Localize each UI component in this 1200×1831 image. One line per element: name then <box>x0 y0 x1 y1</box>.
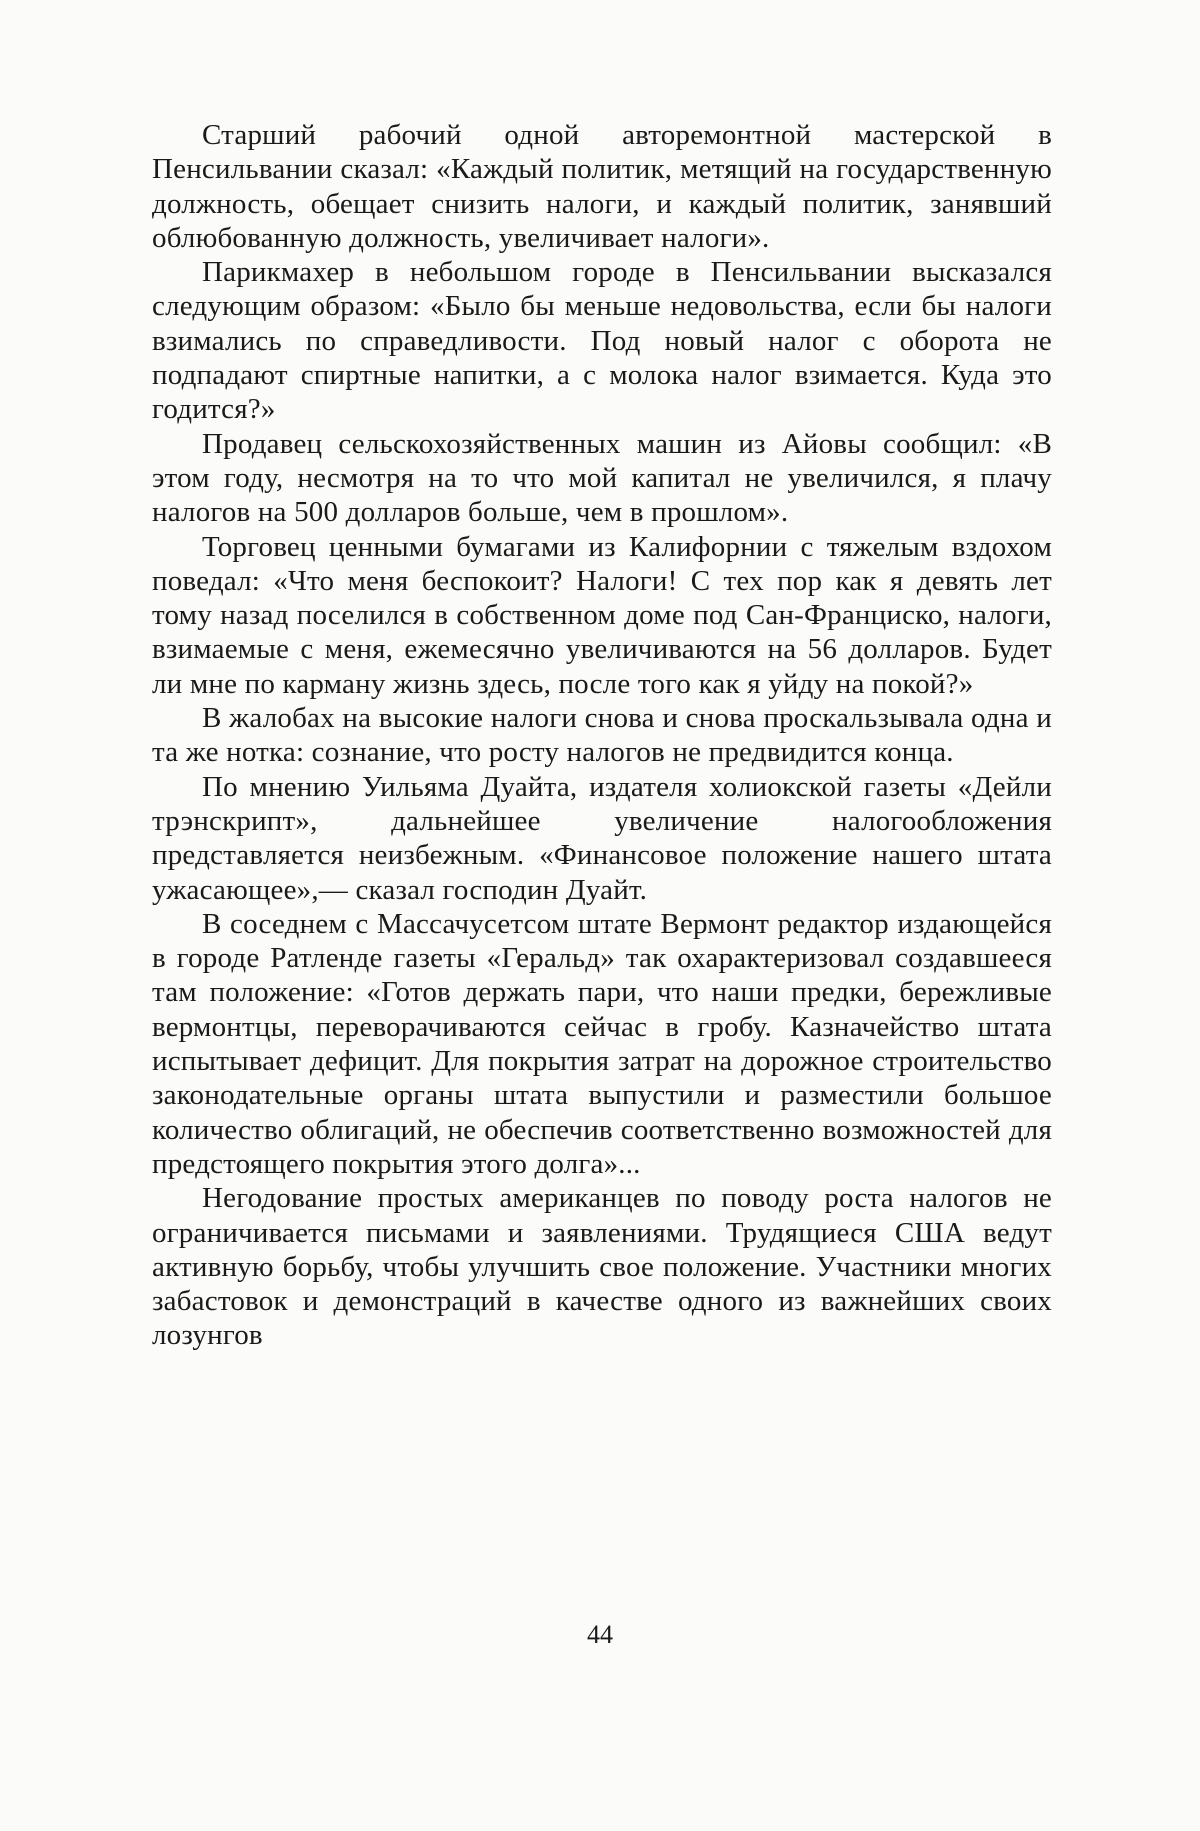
paragraph: По мнению Уильяма Дуайта, издателя холиокской газеты «Дейли трэнскрипт», дальнейшее увеличение налогообложения представляется неизбежным. «Финансовое положение нашего штата ужасающее»,— сказал господин Дуайт. <box>152 770 1052 906</box>
paragraph: Торговец ценными бумагами из Калифорнии с тяжелым вздохом поведал: «Что меня беспокоит? Налоги! С тех пор как я девять лет тому назад поселился в собственном доме под Сан-Франциско, налоги, взимаемые с меня, ежемесячно увеличиваются на 56 долларов. Будет ли мне по карману жизнь здесь, после того как я уйду на покой?» <box>152 530 1052 700</box>
paragraph: В жалобах на высокие налоги снова и снова проскальзывала одна и та же нотка: сознание, что росту налогов не предвидится конца. <box>152 702 1052 769</box>
paragraph: Старший рабочий одной авторемонтной мастерской в Пенсильвании сказал: «Каждый политик, метящий на государственную должность, обещает снизить налоги, и каждый политик, занявший облюбованную должность, увеличивает налоги». <box>152 119 1052 254</box>
page-number: 44 <box>587 1620 613 1649</box>
body-text <box>152 118 1052 1353</box>
paragraph: В соседнем с Массачусетсом штате Вермонт редактор издающейся в городе Ратленде газеты «Геральд» так охарактеризовал создавшееся там положение: «Готов держать пари, что наши предки, бережливые вермонтцы, переворачиваются сейчас в гробу. Казначейство штата испытывает дефицит. Для покрытия затрат на дорожное строительство законодательные органы штата выпустили и разместили большое количество облигаций, не обеспечив соответственно возможностей для предстоящего покрытия этого долга»... <box>152 907 1052 1180</box>
paragraph: Парикмахер в небольшом городе в Пенсильвании высказался следующим образом: «Было бы меньше недовольства, если бы налоги взимались по справедливости. Под новый налог с оборота не подпадают спиртные напитки, а с молока налог взимается. Куда это годится?» <box>152 256 1052 426</box>
paragraph: Негодование простых американцев по поводу роста налогов не ограничивается письмами и заявлениями. Трудящиеся США ведут активную борьбу, чтобы улучшить свое положение. Участники многих забастовок и демонстраций в качестве одного из важнейших своих лозунгов <box>152 1182 1052 1352</box>
paragraph: Продавец сельскохозяйственных машин из Айовы сообщил: «В этом году, несмотря на то что мой капитал не увеличился, я плачу налогов на 500 долларов больше, чем в прошлом». <box>152 427 1052 529</box>
